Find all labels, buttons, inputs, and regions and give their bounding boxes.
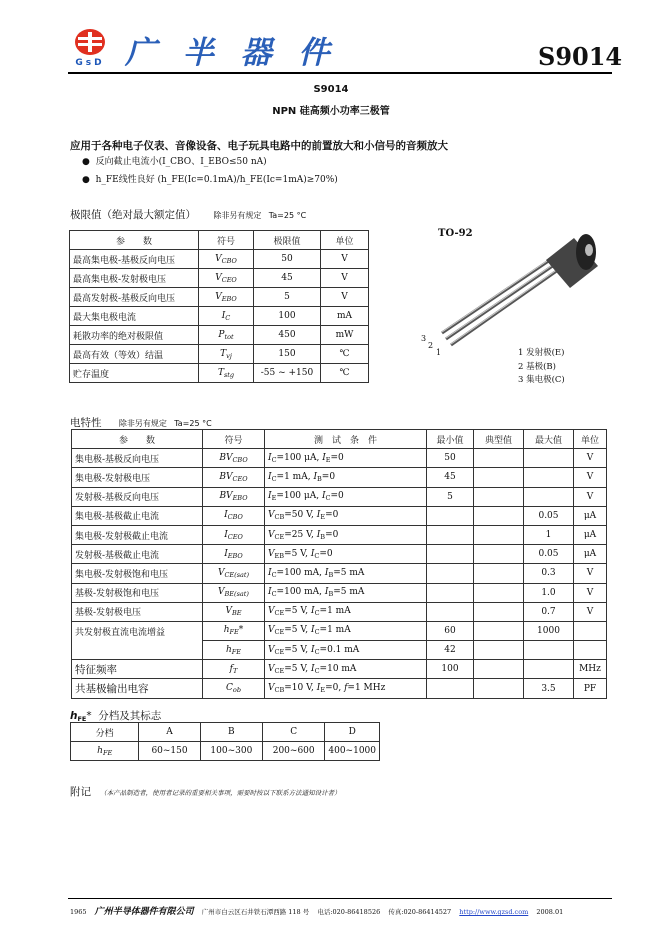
footer-rule <box>68 898 612 899</box>
table-row: 集电极-发射极饱和电压 $V_{CE(sat)}$ $I_C=100$ mA, $I_B=5$ mA 0.3 V <box>72 564 607 583</box>
limits-temp: Ta=25 °C <box>268 211 307 220</box>
table-row: 集电极-发射极电压 $BV_{CEO}$ $I_C=1$ mA, $I_B=0$ 45 V <box>72 468 607 487</box>
electrical-note: 除非另有规定 <box>118 419 167 428</box>
footer-company: 广州半导体器件有限公司 <box>94 907 194 917</box>
limits-table <box>69 230 369 383</box>
footer-code: 1965 <box>70 908 87 916</box>
header-rule <box>68 72 612 74</box>
package-name: TO-92 <box>438 228 473 239</box>
table-row: 集电极-发射极截止电流 $I_{CEO}$ $V_{CE}=25$ V, $I_B=0$ 1 μA <box>72 525 607 544</box>
table-row: 贮存温度 $T_{stg}$ -55 ~ +150 ℃ <box>70 364 369 383</box>
electrical-table <box>71 429 607 699</box>
col-header: 极限值 <box>254 231 321 250</box>
footer-tel: 电话:020-86418526 <box>317 908 381 916</box>
appendix-text: （本产品制造者，使用者记录的重要相关事项，需要时按以下联系方法通知设计者） <box>100 789 341 797</box>
table-row: 集电极-基极截止电流 $I_{CBO}$ $V_{CB}=50$ V, $I_E=0$ 0.05 μA <box>72 506 607 525</box>
table-row: 最高发射极-基极反向电压 $V_{EBO}$ 5 V <box>70 288 369 307</box>
electrical-temp: Ta=25 °C <box>174 419 212 428</box>
table-row: 共基极输出电容 $C_{ob}$ $V_{CB}=10$ V, $I_E=0$, f=1 MHz 3.5 PF <box>72 679 607 698</box>
table-row: 最大集电极电流 $I_C$ 100 mA <box>70 307 369 326</box>
col-header: 单位 <box>321 231 369 250</box>
doc-subtitle: NPN 硅高频小功率三极管 <box>272 106 390 117</box>
feature-text: h_FE线性良好 (h_FE(Ic=0.1mA)/h_FE(Ic=1mA)≥70%) <box>95 175 338 185</box>
limits-heading: 极限值（绝对最大额定值） 除非另有规定 Ta=25 °C <box>70 209 307 221</box>
doc-title: S9014 <box>313 84 349 95</box>
table-header-row: 参 数 符号 测 试 条 件 最小值 典型值 最大值 单位 <box>72 430 607 449</box>
table-row: 基极-发射极饱和电压 $V_{BE(sat)}$ $I_C=100$ mA, $I_B=5$ mA 1.0 V <box>72 583 607 602</box>
footer-fax: 传真:020-86414527 <box>388 908 452 916</box>
table-row: 特征频率 $f_T$ $V_{CE}=5$ V, $I_C=10$ mA 100 MHz <box>72 660 607 679</box>
hfe-class-table <box>70 722 380 761</box>
table-row: $h_{FE}$ 60~150 100~300 200~600 400~1000 <box>71 742 380 761</box>
appendix-note <box>70 780 341 799</box>
footer-date: 2008.01 <box>536 908 564 916</box>
pin-legend <box>518 347 565 388</box>
table-row: 共发射极直流电流增益 $h_{FE}*$ $V_{CE}=5$ V, $I_C=1$ mA 60 1000 <box>72 621 607 640</box>
electrical-heading: 电特性 除非另有规定 Ta=25 °C <box>70 417 212 429</box>
table-row: 基极-发射极电压 $V_{BE}$ $V_{CE}=5$ V, $I_C=1$ mA 0.7 V <box>72 602 607 621</box>
hfe-class-heading: $h_{FE}*$ 分档及其标志 <box>70 710 162 723</box>
pin-legend-item: 2 基极(B) <box>518 361 556 372</box>
brand-name: 广 半 器 件 <box>125 35 338 71</box>
col-header: 符号 <box>199 231 254 250</box>
table-row: 发射极-基极反向电压 $BV_{EBO}$ $I_E=100$ μA, $I_C=0$ 5 V <box>72 487 607 506</box>
pin-legend-item: 1 发射极(E) <box>518 348 565 358</box>
footer-url[interactable]: http://www.gzsd.com <box>459 908 529 916</box>
application-text: 应用于各种电子仪表、音像设备、电子玩具电路中的前置放大和小信号的音频放大 <box>70 140 448 152</box>
table-row: 最高有效（等效）结温 $T_{vj}$ 150 ℃ <box>70 345 369 364</box>
table-row: $h_{FE}$ $V_{CE}=5$ V, $I_C=0.1$ mA 42 <box>72 641 607 660</box>
pin-legend-item: 3 集电极(C) <box>518 375 565 385</box>
table-row: 耗散功率的绝对极限值 $P_{tot}$ 450 mW <box>70 326 369 345</box>
table-row: 发射极-基极截止电流 $I_{EBO}$ $V_{EB}=5$ V, $I_C=0$ 0.05 μA <box>72 545 607 564</box>
footer <box>70 904 563 917</box>
table-row: 最高集电极-基极反向电压 $V_{CBO}$ 50 V <box>70 250 369 269</box>
feature-item: ● 反向截止电流小(I_CBO、I_EBO≤50 nA) <box>82 157 267 167</box>
pin-label: 2 <box>428 341 434 350</box>
pin-label: 1 <box>436 348 442 357</box>
part-number-header: S9014 <box>538 42 623 71</box>
table-row: 最高集电极-发射极电压 $V_{CEO}$ 45 V <box>70 269 369 288</box>
limits-note: 除非另有规定 <box>213 211 262 220</box>
feature-text: 反向截止电流小(I_CBO、I_EBO≤50 nA) <box>95 157 267 167</box>
footer-address: 广州市白云区石井铁石潭西路 118 号 <box>201 908 310 916</box>
appendix-label: 附记 <box>70 786 91 798</box>
col-header: 参 数 <box>70 231 199 250</box>
table-header-row: 分档 A B C D <box>71 723 380 742</box>
table-header-row <box>70 231 369 250</box>
pin-label: 3 <box>421 334 427 343</box>
feature-item: ● h_FE线性良好 (h_FE(Ic=0.1mA)/h_FE(Ic=1mA)≥70%) <box>82 175 338 185</box>
logo-text: GsD <box>75 58 105 68</box>
table-row: 集电极-基极反向电压 $BV_{CBO}$ $I_C=100$ μA, $I_E=0$ 50 V <box>72 449 607 468</box>
to92-package-illustration <box>424 232 614 362</box>
